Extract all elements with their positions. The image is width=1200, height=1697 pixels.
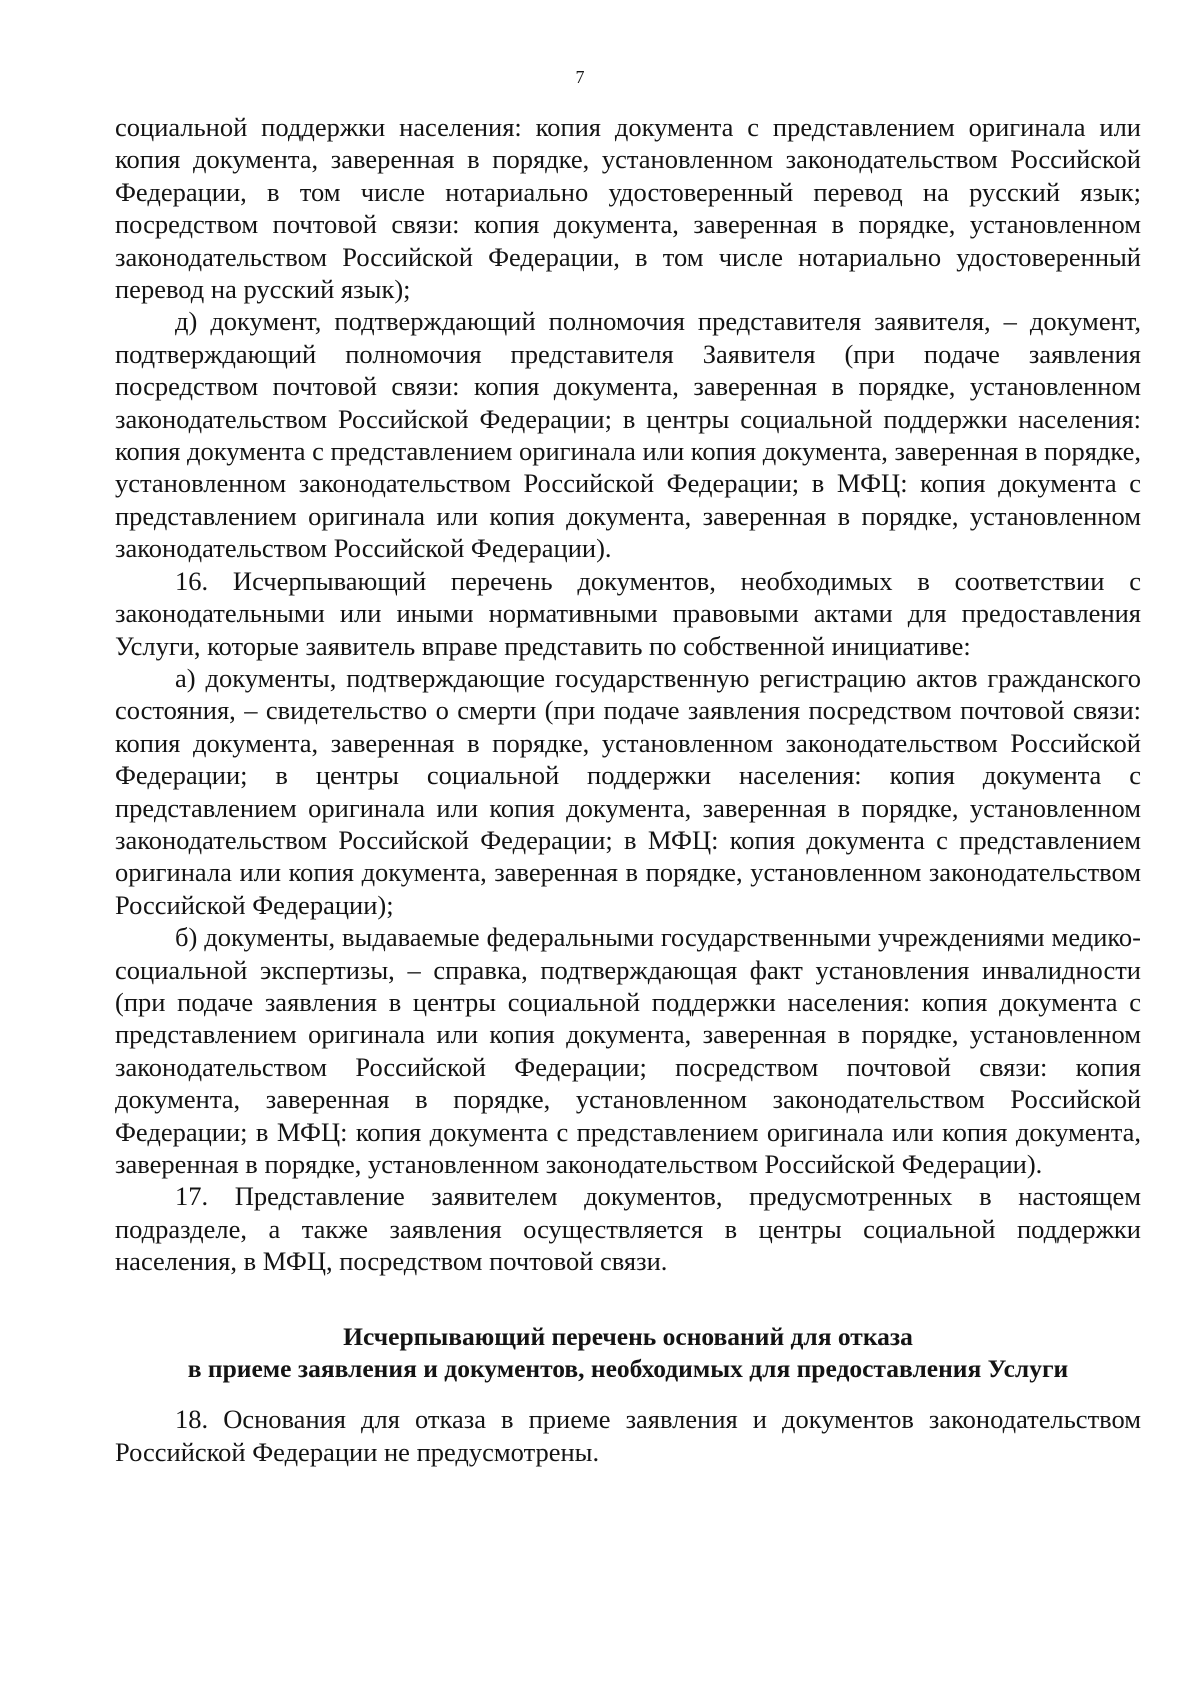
section-heading-line-1: Исчерпывающий перечень оснований для отказа [343,1321,913,1351]
paragraph-item-a: а) документы, подтверждающие государственную регистрацию актов гражданского состояния, – свидетельство о смерти (при подаче заявления посредством почтовой связи: копия документа, заверенная в порядке, установленном законодательством Российской Федерации; в центры социальной поддержки населения: копия документа с представлением оригинала или копия документа, заверенная в порядке, установленном законодательством Российской Федерации; в МФЦ: копия документа с представлением оригинала или копия документа, заверенная в порядке, установленном законодательством Российской Федерации); [115,662,1141,920]
paragraph-item-b: б) документы, выдаваемые федеральными государственными учреждениями медико-социальной экспертизы, – справка, подтверждающая факт установления инвалидности (при подаче заявления в центры социальной поддержки населения: копия документа с представлением оригинала или копия документа, заверенная в порядке, установленном законодательством Российской Федерации; посредством почтовой связи: копия документа, заверенная в порядке, установленном законодательством Российской Федерации; в МФЦ: копия документа с представлением оригинала или копия документа, заверенная в порядке, установленном законодательством Российской Федерации). [115,922,1141,1179]
page-number: 7 [575,67,585,87]
paragraph-continuation: социальной поддержки населения: копия документа с представлением оригинала или копия документа, заверенная в порядке, установленном законодательством Российской Федерации, в том числе нотариально удостоверенный перевод на русский язык; посредством почтовой связи: копия документа, заверенная в порядке, установленном законодательством Российской Федерации, в том числе нотариально удостоверенный перевод на русский язык); [115,112,1141,305]
paragraph-18: 18. Основания для отказа в приеме заявления и документов законодательством Российской Федерации не предусмотрены. [115,1404,1141,1467]
section-heading-line-2: в приеме заявления и документов, необходимых для предоставления Услуги [187,1354,1069,1384]
section-heading [115,1321,1141,1386]
paragraph-16: 16. Исчерпывающий перечень документов, необходимых в соответствии с законодательными или иными нормативными правовыми актами для предоставления Услуги, которые заявитель вправе представить по собственной инициативе: [115,565,1141,661]
document-body [115,111,1141,1468]
paragraph-item-d: д) документ, подтверждающий полномочия представителя заявителя, – документ, подтверждающий полномочия представителя Заявителя (при подаче заявления посредством почтовой связи: копия документа, заверенная в порядке, установленном законодательством Российской Федерации; в центры социальной поддержки населения: копия документа с представлением оригинала или копия документа, заверенная в порядке, установленном законодательством Российской Федерации; в МФЦ: копия документа с представлением оригинала или копия документа, заверенная в порядке, установленном законодательством Российской Федерации). [115,306,1141,564]
paragraph-17: 17. Представление заявителем документов, предусмотренных в настоящем подразделе, а также заявления осуществляется в центры социальной поддержки населения, в МФЦ, посредством почтовой связи. [115,1181,1141,1277]
